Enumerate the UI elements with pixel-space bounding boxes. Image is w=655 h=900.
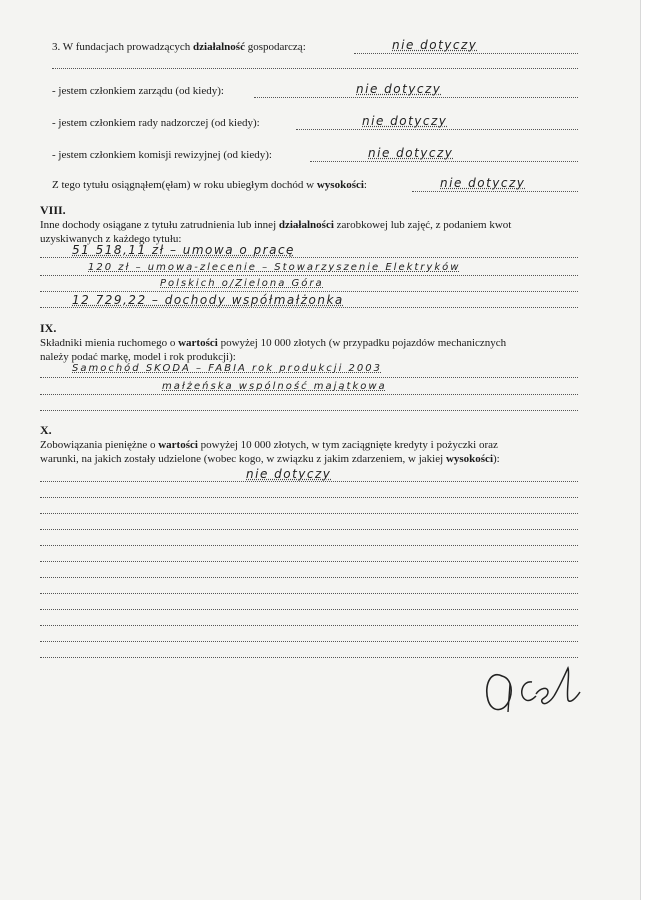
- section-heading-viii: VIII.: [40, 203, 66, 217]
- section-heading-x: X.: [40, 423, 52, 437]
- text: powyżej 10 000 złotych (w przypadku pojazdów mechanicznych: [217, 337, 507, 349]
- dotted-line: [52, 68, 578, 69]
- text: Inne dochody osiągane z tytułu zatrudnienia lub innej: [40, 219, 279, 231]
- dotted-line: [40, 657, 578, 658]
- dotted-line: [412, 191, 578, 192]
- audit-committee-answer: nie dotyczy: [368, 146, 454, 160]
- text-bold: wysokości: [316, 179, 364, 191]
- dotted-line: [296, 129, 578, 130]
- text: 3. W fundacjach prowadzących: [52, 41, 194, 53]
- dotted-line: [40, 307, 578, 308]
- text: Zobowiązania pieniężne o: [40, 439, 159, 451]
- board-member-answer: nie dotyczy: [356, 82, 442, 96]
- dotted-line: [40, 561, 578, 562]
- dotted-line: [40, 481, 578, 482]
- dotted-line: [40, 641, 578, 642]
- other-income-question-cont: uzyskiwanych z każdego tytułu:: [40, 233, 182, 245]
- text: gospodarczą:: [244, 41, 306, 53]
- dotted-line: [40, 291, 578, 292]
- liabilities-question: [40, 438, 498, 452]
- foundations-answer: nie dotyczy: [392, 38, 478, 52]
- audit-committee-label: - jestem członkiem komisji rewizyjnej (od kiedy):: [52, 149, 272, 161]
- other-income-question: [40, 218, 511, 232]
- text: ):: [493, 453, 500, 465]
- board-member-label: - jestem członkiem zarządu (od kiedy):: [52, 85, 224, 97]
- text: zarobkowej lub zajęć, z podaniem kwot: [333, 219, 512, 231]
- foundations-question: [52, 40, 306, 54]
- dotted-line: [40, 529, 578, 530]
- dotted-line: [40, 545, 578, 546]
- dotted-line: [40, 275, 578, 276]
- text-bold: wartości: [158, 439, 198, 451]
- property-entry: Samochód SKODA – FABIA rok produkcji 2003: [72, 363, 382, 374]
- text-bold: wysokości: [445, 453, 493, 465]
- handwritten-signature: [480, 662, 590, 718]
- income-entry: 51 518,11 zł – umowa o pracę: [72, 243, 295, 257]
- income-entry: 12 729,22 – dochody współmałżonka: [72, 293, 344, 307]
- dotted-line: [40, 593, 578, 594]
- dotted-line: [40, 377, 578, 378]
- dotted-line: [40, 394, 578, 395]
- text: Z tego tytułu osiągnąłem(ęłam) w roku ubiegłym dochód w: [52, 179, 317, 191]
- income-entry: Polskich o/Zielona Góra: [160, 278, 324, 289]
- liabilities-answer: nie dotyczy: [246, 467, 332, 481]
- movable-property-question: [40, 336, 506, 350]
- dotted-line: [40, 257, 578, 258]
- text-bold: działalności: [278, 219, 334, 231]
- text: :: [363, 179, 367, 191]
- dotted-line: [40, 625, 578, 626]
- dotted-line: [40, 609, 578, 610]
- movable-property-question-cont: należy podać markę, model i rok produkcji):: [40, 351, 236, 363]
- income-answer: nie dotyczy: [440, 176, 526, 190]
- dotted-line: [40, 577, 578, 578]
- dotted-line: [40, 410, 578, 411]
- section-heading-ix: IX.: [40, 321, 57, 335]
- dotted-line: [254, 97, 578, 98]
- income-entry: 120 zł – umowa-zlecenie – Stowarzyszenie Elektryków: [88, 262, 461, 273]
- text-bold: wartości: [178, 337, 218, 349]
- text: Składniki mienia ruchomego o: [40, 337, 179, 349]
- dotted-line: [40, 497, 578, 498]
- liabilities-question-cont: [40, 452, 500, 466]
- page-edge: [640, 0, 655, 900]
- dotted-line: [354, 53, 578, 54]
- dotted-line: [310, 161, 578, 162]
- supervisory-board-answer: nie dotyczy: [362, 114, 448, 128]
- text-bold: działalność: [193, 41, 245, 53]
- text: powyżej 10 000 złotych, w tym zaciągnięte kredyty i pożyczki oraz: [197, 439, 498, 451]
- property-entry: małżeńska wspólność majątkowa: [162, 381, 387, 392]
- supervisory-board-label: - jestem członkiem rady nadzorczej (od kiedy):: [52, 117, 260, 129]
- dotted-line: [40, 513, 578, 514]
- text: warunki, na jakich zostały udzielone (wobec kogo, w związku z jakim zdarzeniem, w jakiej: [40, 453, 446, 465]
- income-question: [52, 178, 367, 192]
